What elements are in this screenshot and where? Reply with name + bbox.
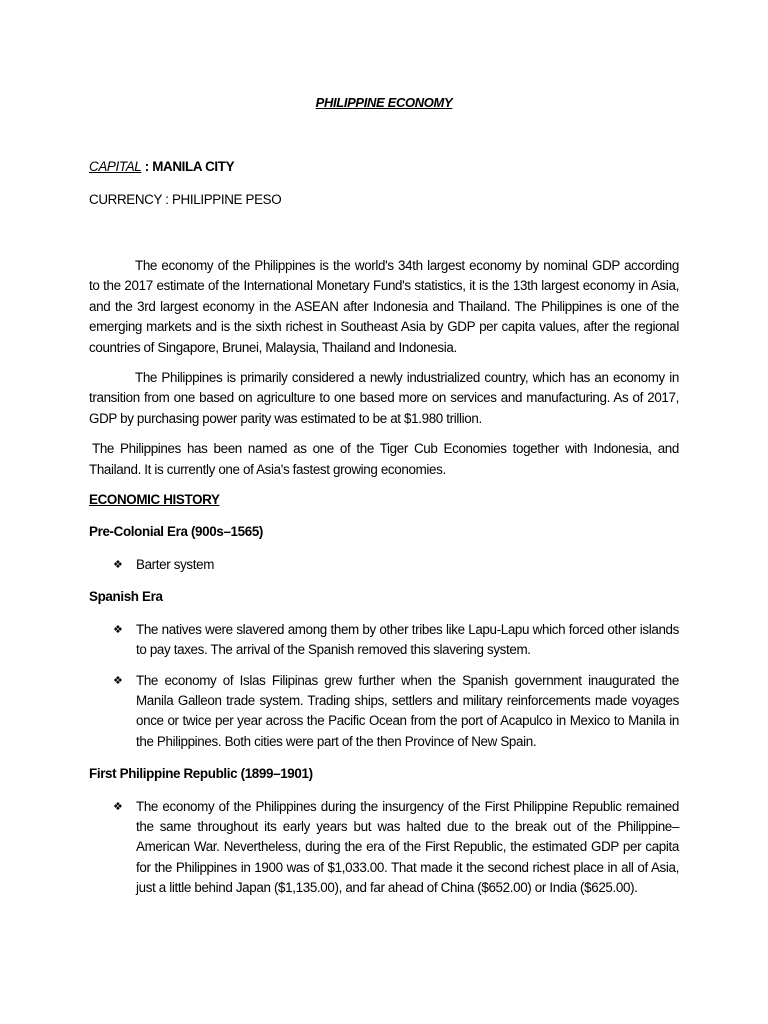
diamond-bullet-icon: ❖ [113,623,123,636]
industrialization-paragraph: The Philippines is primarily considered a newly industrialized country, which has an economy in transition from one based on agriculture to one based more on services and manufacturing. As of 2017, GDP by purchasing power parity was estimated to be at $1.980 trillion. [89,370,679,426]
bullet-text: The economy of the Philippines during the insurgency of the First Philippine Republic remained the same throughout its early years but was halted due to the break out of the Philippine–American War. Nevertheless, during the era of the First Republic, the estimated GDP per capita for the Philippines in 1900 was of $1,033.00. That made it the second richest place in all of Asia, just a little behind Japan ($1,135.00), and far ahead of China ($652.00) or India ($625.00). [136,798,679,896]
era-heading-first-republic: First Philippine Republic (1899–1901) [89,766,313,782]
bullet-item [89,671,679,753]
bullet-text: The natives were slavered among them by other tribes like Lapu-Lapu which forced other islands to pay taxes. The arrival of the Spanish removed this slavering system. [136,621,679,658]
bullet-item [89,555,679,575]
bullet-list-precolonial [89,555,679,575]
diamond-bullet-icon: ❖ [113,674,123,687]
bullet-item [89,620,679,661]
bullet-list-first-republic [89,797,679,899]
document-body [89,256,679,911]
diamond-bullet-icon: ❖ [113,558,123,571]
era-heading-precolonial: Pre-Colonial Era (900s–1565) [89,524,264,540]
capital-line [89,157,234,177]
tiger-cub-paragraph: The Philippines has been named as one of the Tiger Cub Economies together with Indonesia, and Thailand. It is currently one of Asia's fastest growing economies. [89,441,679,477]
bullet-list-spanish [89,620,679,752]
capital-label: CAPITAL [89,159,142,174]
economic-history-heading: ECONOMIC HISTORY [89,492,220,508]
bullet-text: Barter system [136,556,215,572]
intro-paragraph: The economy of the Philippines is the world's 34th largest economy by nominal GDP according to the 2017 estimate of the International Monetary Fund's statistics, it is the 13th largest economy in Asia, and the 3rd largest economy in the ASEAN after Indonesia and Thailand. The Philippines is one of the emerging markets and is the sixth richest in Southeast Asia by GDP per capita values, after the regional countries of Singapore, Brunei, Malaysia, Thailand and Indonesia. [89,258,679,355]
bullet-item [89,797,679,899]
diamond-bullet-icon: ❖ [113,800,123,813]
document-title: PHILIPPINE ECONOMY [315,95,453,110]
bullet-text: The economy of Islas Filipinas grew further when the Spanish government inaugurated the Manila Galleon trade system. Trading ships, settlers and military reinforcements made voyages once or twice per year across the Pacific Ocean from the port of Acapulco in Mexico to Manila in the Philippines. Both cities were part of the then Province of New Spain. [136,672,679,749]
currency-line: CURRENCY : PHILIPPINE PESO [89,192,282,207]
capital-value: : MANILA CITY [144,159,235,174]
era-heading-spanish: Spanish Era [89,589,163,605]
